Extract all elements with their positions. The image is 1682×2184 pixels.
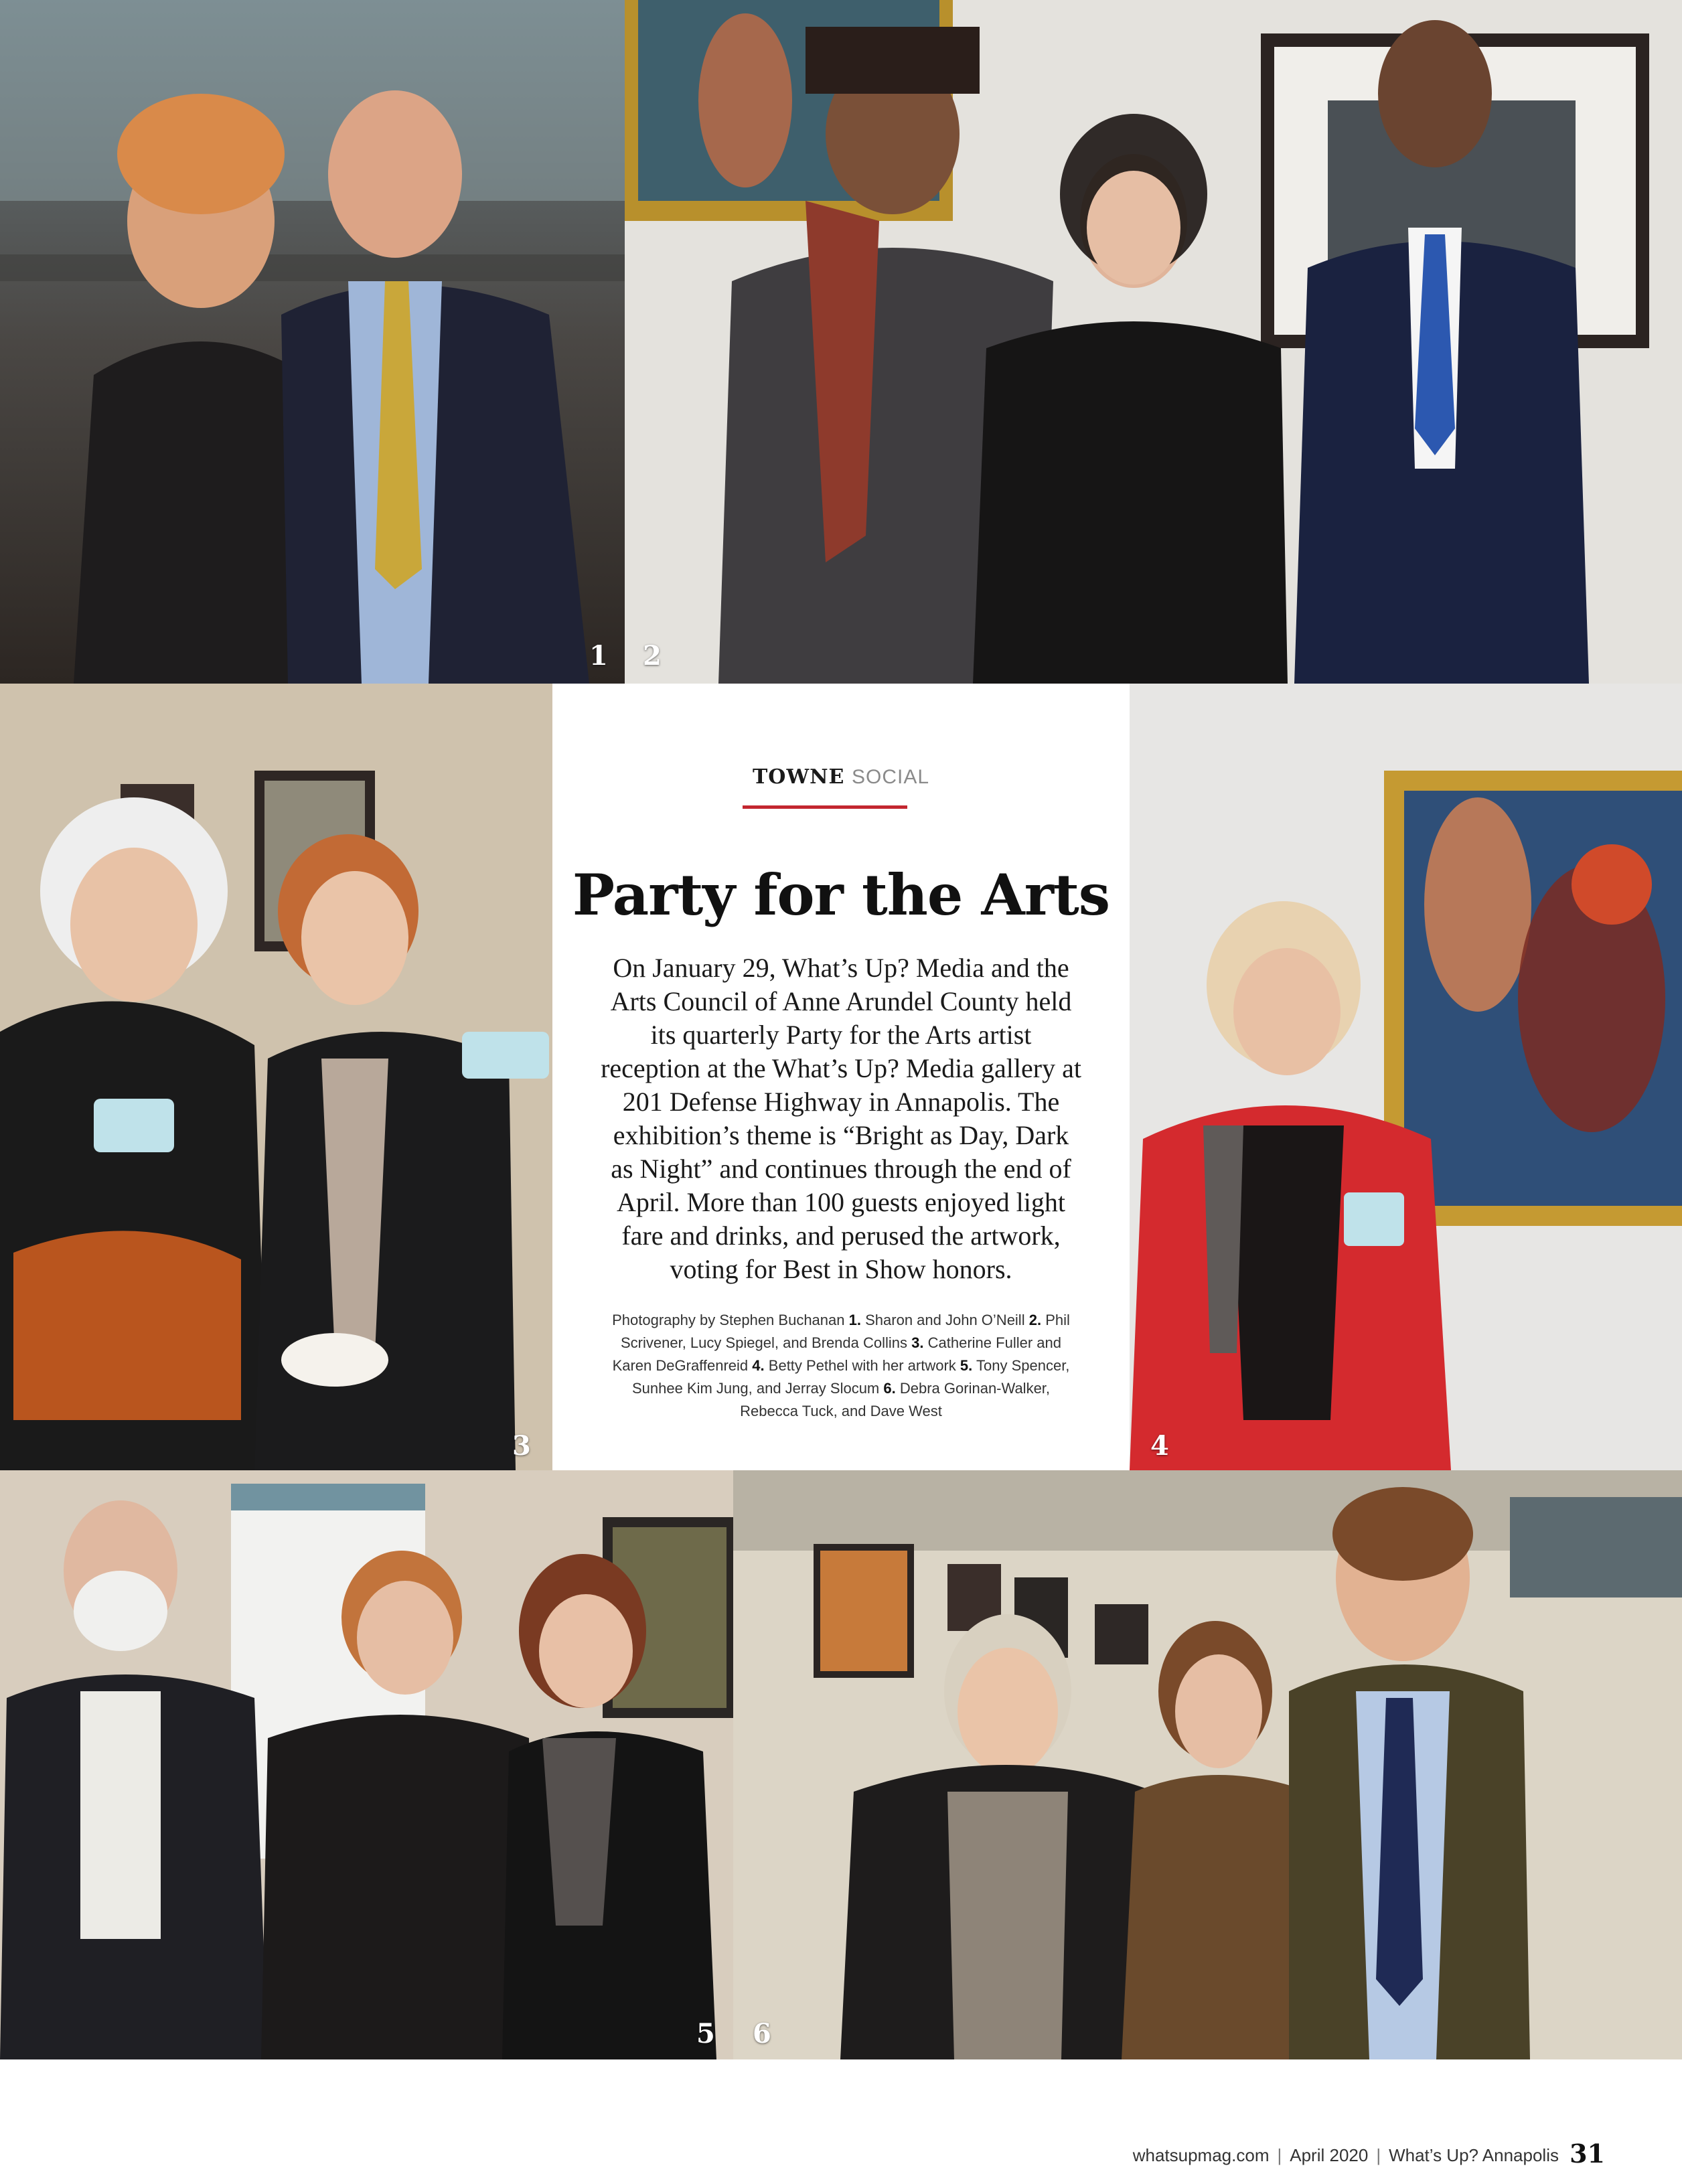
photo-number-1: 1 (589, 640, 608, 672)
caption-text-5: Tony Spencer, Sunhee Kim Jung, and Jerray Slocum (631, 1357, 1070, 1397)
caption-text-4: Betty Pethel with her artwork (768, 1357, 956, 1374)
footer-separator: | (1277, 2145, 1282, 2165)
caption-num-1: 1. (848, 1312, 861, 1328)
caption-text-2: Phil Scrivener, Lucy Spiegel, and Brenda Collins (621, 1312, 1070, 1351)
photo-number-6: 6 (753, 2018, 771, 2049)
photo-credit: Photography by Stephen Buchanan (612, 1312, 845, 1328)
caption-num-5: 5. (960, 1357, 973, 1374)
section-kicker (552, 765, 1130, 789)
photo-number-2: 2 (643, 640, 662, 672)
footer-publication: What’s Up? Annapolis (1389, 2145, 1559, 2165)
caption-num-3: 3. (911, 1334, 924, 1351)
caption-text-6: Debra Gorinan-Walker, Rebecca Tuck, and Dave West (740, 1380, 1051, 1419)
footer-site: whatsupmag.com (1132, 2145, 1270, 2165)
photo-5 (0, 1470, 733, 2059)
photo-1 (0, 0, 625, 684)
footer-separator: | (1376, 2145, 1381, 2165)
article-panel (552, 684, 1130, 1470)
photo-3 (0, 684, 552, 1470)
footer-issue: April 2020 (1290, 2145, 1369, 2165)
photo-number-4: 4 (1150, 1430, 1169, 1462)
headline: Party for the Arts (572, 862, 1110, 928)
caption-text-3: Catherine Fuller and Karen DeGraffenreid (612, 1334, 1061, 1374)
photo-number-5: 5 (696, 2018, 715, 2049)
caption-num-4: 4. (752, 1357, 765, 1374)
kicker-brand: TOWNE (752, 765, 845, 789)
caption-num-2: 2. (1028, 1312, 1042, 1328)
page-footer (1133, 2145, 1559, 2166)
photo-2 (625, 0, 1682, 684)
photo-number-3: 3 (512, 1430, 531, 1462)
kicker-section: SOCIAL (851, 766, 930, 788)
page-number: 31 (1570, 2138, 1605, 2169)
kicker-rule (743, 805, 907, 809)
article-body: On January 29, What’s Up? Media and the Arts Council of Anne Arundel County held its quarterly Party for the Arts artist reception at the What’s Up? Media gallery at 201 Defense Highway in Annapolis. The exhibition’s theme is “Bright as Day, Dark as Night” and continues through the end of April. More than 100 guests enjoyed light fare and drinks, and perused the artwork, voting for Best in Show honors. (601, 953, 1081, 1284)
photo-4 (1130, 684, 1682, 1470)
caption-text-1: Sharon and John O’Neill (865, 1312, 1025, 1328)
photo-caption (603, 1309, 1079, 1423)
caption-num-6: 6. (883, 1380, 896, 1397)
photo-6 (733, 1470, 1682, 2059)
